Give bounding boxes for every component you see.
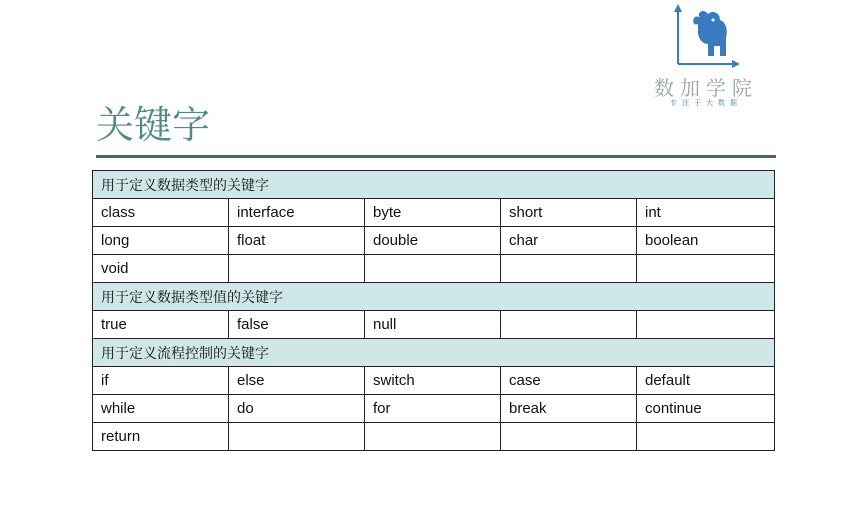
keyword-cell: short [501, 199, 637, 227]
keyword-cell: long [93, 227, 229, 255]
keyword-cell: default [637, 367, 775, 395]
elephant-chart-icon [670, 4, 740, 70]
keyword-cell [501, 255, 637, 283]
section-header-row [93, 283, 775, 311]
keyword-cell [637, 255, 775, 283]
keyword-cell: do [229, 395, 365, 423]
keyword-cell: class [93, 199, 229, 227]
keyword-cell: for [365, 395, 501, 423]
keyword-cell: interface [229, 199, 365, 227]
section-header-row [93, 339, 775, 367]
section-heading: 用于定义流程控制的关键字 [93, 339, 775, 367]
logo-slogan: 专注于大数据 [670, 99, 742, 107]
keyword-cell: switch [365, 367, 501, 395]
keyword-cell: else [229, 367, 365, 395]
keyword-cell: case [501, 367, 637, 395]
keyword-cell: return [93, 423, 229, 451]
keyword-cell: int [637, 199, 775, 227]
keyword-cell: while [93, 395, 229, 423]
table-row [93, 395, 775, 423]
section-heading: 用于定义数据类型的关键字 [93, 171, 775, 199]
table-row [93, 311, 775, 339]
keyword-cell [229, 255, 365, 283]
keyword-cell: boolean [637, 227, 775, 255]
keyword-cell: break [501, 395, 637, 423]
keyword-cell [229, 423, 365, 451]
keyword-cell: false [229, 311, 365, 339]
keyword-cell: continue [637, 395, 775, 423]
page-title: 关键字 [96, 103, 211, 147]
table-row [93, 423, 775, 451]
keyword-cell: null [365, 311, 501, 339]
keyword-cell: void [93, 255, 229, 283]
logo-name: 数加学院 [654, 76, 758, 100]
table-row [93, 227, 775, 255]
keyword-cell: char [501, 227, 637, 255]
keyword-cell: byte [365, 199, 501, 227]
section-heading: 用于定义数据类型值的关键字 [93, 283, 775, 311]
keyword-cell [365, 423, 501, 451]
keyword-cell [637, 423, 775, 451]
table-row [93, 367, 775, 395]
keyword-cell [365, 255, 501, 283]
keyword-table [92, 170, 775, 451]
keyword-cell: true [93, 311, 229, 339]
keyword-cell [501, 423, 637, 451]
keyword-cell: double [365, 227, 501, 255]
keyword-cell [501, 311, 637, 339]
keyword-cell: float [229, 227, 365, 255]
section-header-row [93, 171, 775, 199]
table-row [93, 199, 775, 227]
title-divider [96, 155, 776, 158]
table-row [93, 255, 775, 283]
keyword-cell: if [93, 367, 229, 395]
keyword-cell [637, 311, 775, 339]
logo [648, 4, 764, 108]
